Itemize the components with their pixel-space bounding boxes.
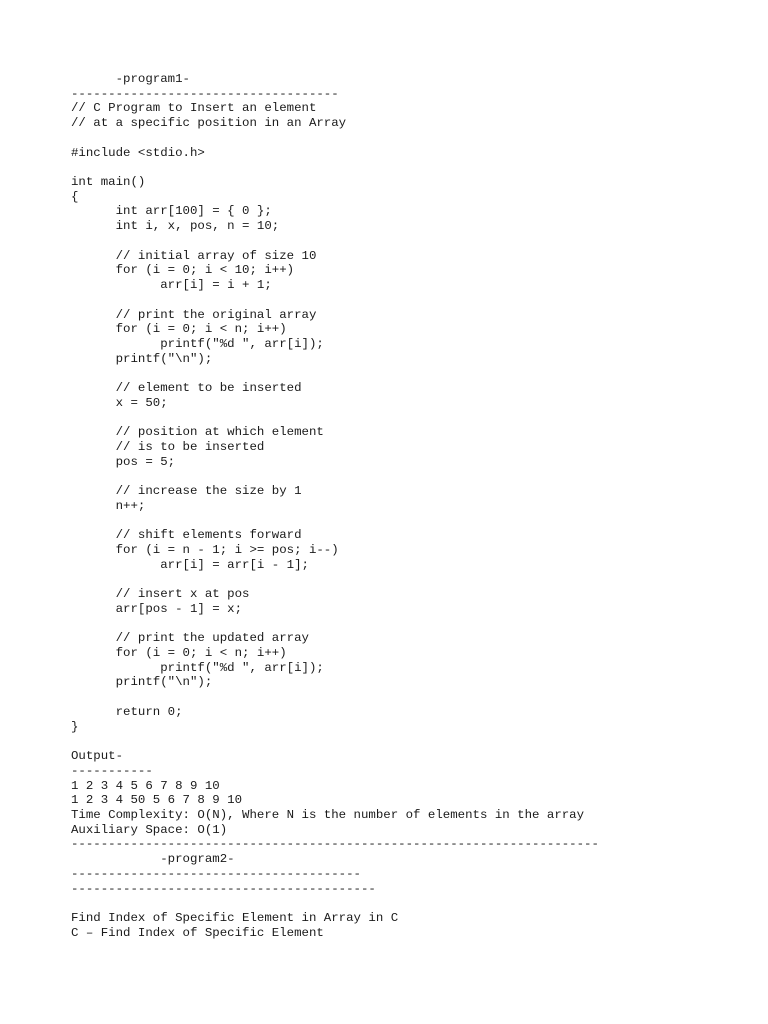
code-line: int arr[100] = { 0 }; [71,204,272,219]
code-comment: // print the original array [71,307,317,322]
separator-line: ----------- [71,763,153,778]
section-title: Find Index of Specific Element in Array in C [71,910,399,925]
close-brace: } [71,719,79,734]
program2-heading: -program2- [71,852,235,867]
code-line: return 0; [71,704,183,719]
code-line: printf("\n"); [71,351,213,366]
code-text-block [71,72,599,940]
code-line: x = 50; [71,395,168,410]
auxiliary-space-line: Auxiliary Space: O(1) [71,822,228,837]
code-line: arr[i] = arr[i - 1]; [71,557,309,572]
include-directive: #include <stdio.h> [71,145,205,160]
main-signature: int main() [71,175,146,190]
code-comment: // insert x at pos [71,587,250,602]
program1-heading: -program1- [71,72,190,86]
output-line: 1 2 3 4 5 6 7 8 9 10 [71,778,220,793]
code-line: for (i = 0; i < n; i++) [71,322,287,337]
code-line: arr[i] = i + 1; [71,278,272,293]
section-subtitle: C – Find Index of Specific Element [71,925,324,940]
code-comment: // increase the size by 1 [71,484,302,499]
separator-line: --------------------------------------- [71,866,361,881]
code-line: pos = 5; [71,454,176,469]
code-comment: // shift elements forward [71,528,302,543]
separator-line: ----------------------------------------- [71,881,376,896]
open-brace: { [71,189,79,204]
code-comment: // initial array of size 10 [71,248,317,263]
code-comment: // at a specific position in an Array [71,116,347,131]
blank-line [71,514,599,529]
output-line: 1 2 3 4 50 5 6 7 8 9 10 [71,793,243,808]
blank-line [71,160,599,175]
blank-line [71,690,599,705]
code-line: int i, x, pos, n = 10; [71,219,280,234]
blank-line [71,896,599,911]
code-line: for (i = 0; i < n; i++) [71,646,287,661]
code-comment: // is to be inserted [71,439,265,454]
blank-line [71,411,599,426]
code-comment: // position at which element [71,425,324,440]
blank-line [71,617,599,632]
code-line: arr[pos - 1] = x; [71,601,243,616]
blank-line [71,572,599,587]
blank-line [71,293,599,308]
blank-line [71,234,599,249]
code-line: n++; [71,498,146,513]
blank-line [71,469,599,484]
blank-line [71,734,599,749]
blank-line [71,366,599,381]
separator-line: ------------------------------------ [71,86,339,101]
code-line: printf("\n"); [71,675,213,690]
blank-line [71,131,599,146]
code-comment: // print the updated array [71,631,309,646]
time-complexity-line: Time Complexity: O(N), Where N is the number of elements in the array [71,807,585,822]
code-comment: // C Program to Insert an element [71,101,317,116]
code-line: printf("%d ", arr[i]); [71,336,324,351]
code-line: printf("%d ", arr[i]); [71,660,324,675]
code-line: for (i = 0; i < 10; i++) [71,263,295,278]
code-line: for (i = n - 1; i >= pos; i--) [71,543,339,557]
code-comment: // element to be inserted [71,381,302,396]
output-heading: Output- [71,749,124,764]
separator-line: ----------------------------------------------------------------------- [71,837,599,852]
